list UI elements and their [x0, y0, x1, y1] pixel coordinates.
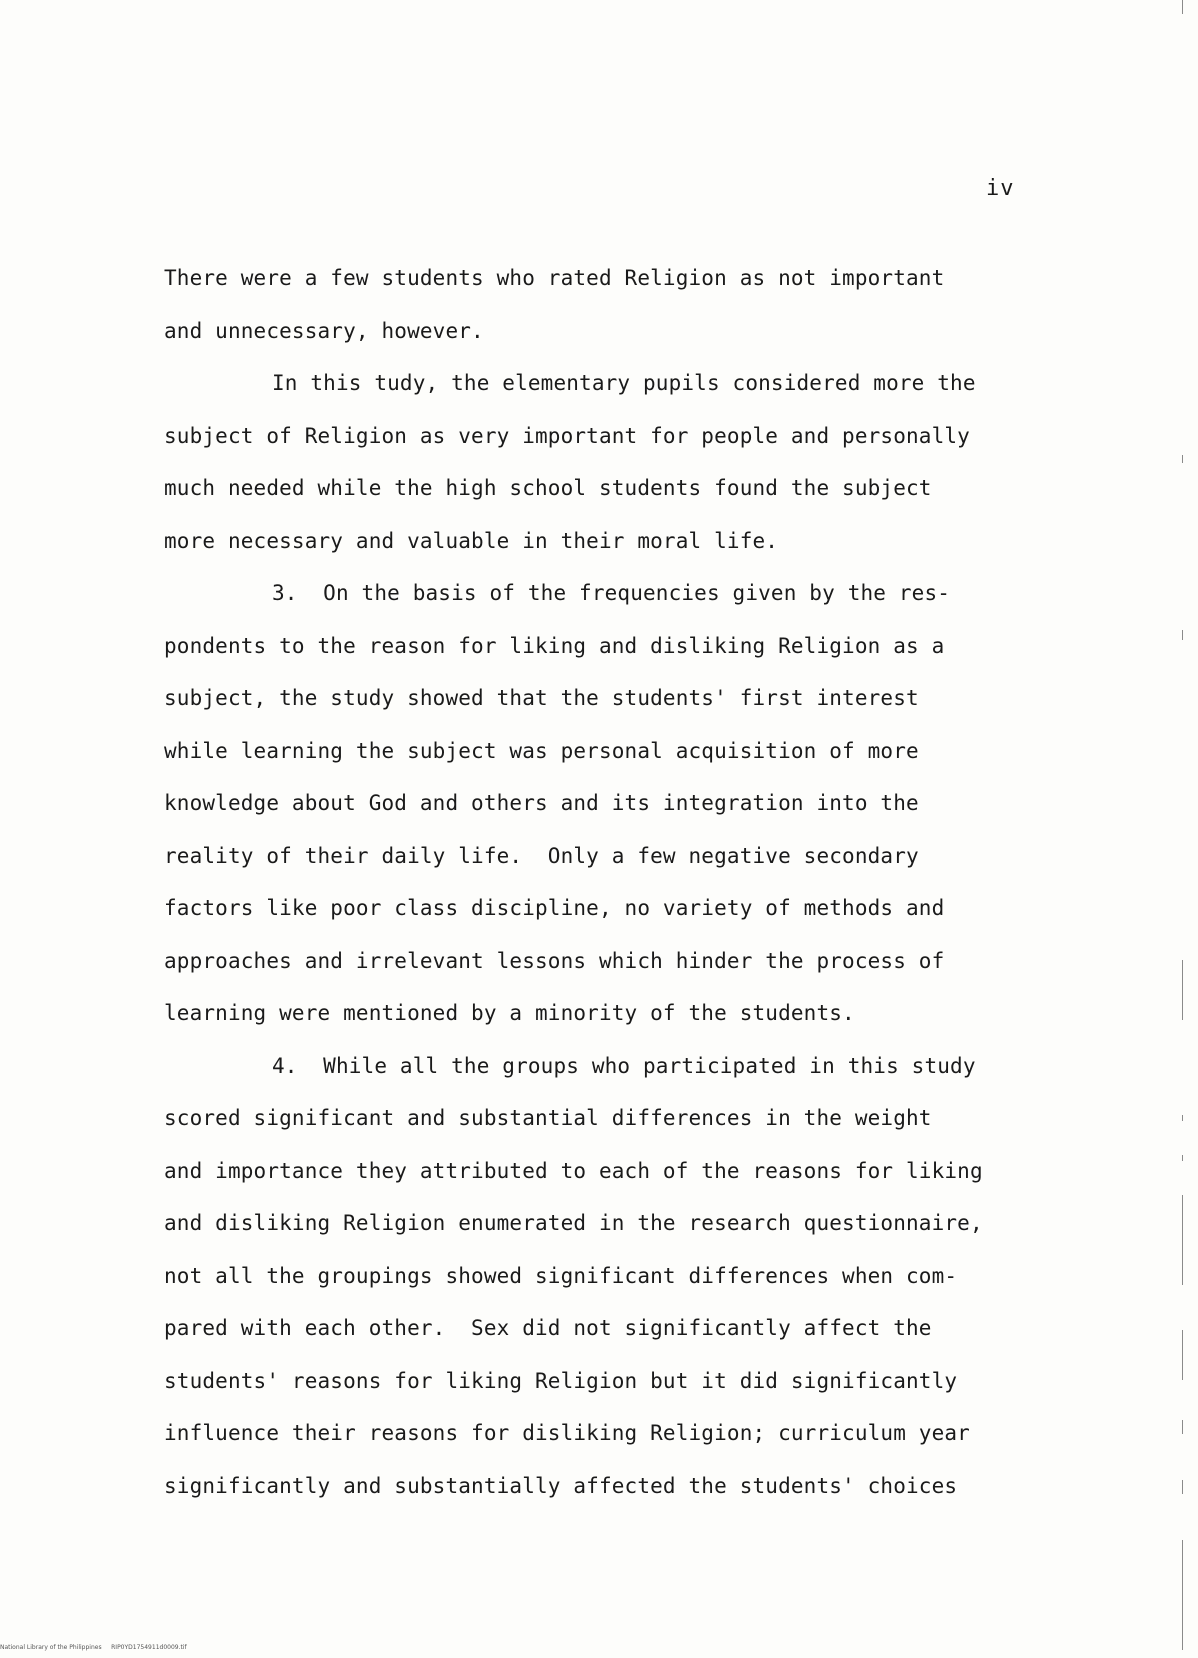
text-line: and importance they attributed to each of the reasons for liking: [164, 1158, 983, 1183]
text-line: much needed while the high school students found the subject: [164, 476, 932, 500]
text-line: There were a few students who rated Religion as not important: [164, 266, 945, 290]
text-line: students' reasons for liking Religion but it did significantly: [164, 1368, 958, 1393]
scan-footer: [0, 1644, 187, 1651]
text-line: reality of their daily life. Only a few negative secondary: [164, 843, 919, 868]
footer-library: National Library of the Philippines: [0, 1644, 102, 1651]
body-text: [164, 252, 1044, 1512]
text-line: 4. While all the groups who participated in this study: [272, 1053, 976, 1078]
text-line: learning were mentioned by a minority of the students.: [164, 1001, 855, 1025]
text-line: knowledge about God and others and its integration into the: [164, 791, 919, 815]
text-line: 3. On the basis of the frequencies given by the res-: [272, 581, 951, 605]
text-line: influence their reasons for disliking Religion; curriculum year: [164, 1421, 970, 1445]
text-line: In this tudy, the elementary pupils considered more the: [272, 371, 976, 395]
text-line: pondents to the reason for liking and disliking Religion as a: [164, 633, 945, 658]
text-line: pared with each other. Sex did not significantly affect the: [164, 1316, 932, 1340]
footer-file-id: RIP0YD1754911d0009.tif: [111, 1644, 187, 1651]
text-line: scored significant and substantial differences in the weight: [164, 1106, 932, 1130]
text-line: while learning the subject was personal acquisition of more: [164, 738, 919, 763]
text-line: significantly and substantially affected the students' choices: [164, 1473, 958, 1498]
text-line: and disliking Religion enumerated in the research questionnaire,: [164, 1211, 983, 1235]
text-line: subject, the study showed that the students' first interest: [164, 686, 919, 710]
page-number: iv: [986, 176, 1015, 201]
scan-edge-marks: [1182, 0, 1186, 1658]
text-line: approaches and irrelevant lessons which hinder the process of: [164, 948, 945, 973]
text-line: more necessary and valuable in their moral life.: [164, 528, 779, 553]
text-line: factors like poor class discipline, no variety of methods and: [164, 896, 945, 920]
text-line: and unnecessary, however.: [164, 318, 484, 343]
text-line: not all the groupings showed significant differences when com-: [164, 1263, 958, 1288]
text-line: subject of Religion as very important for people and personally: [164, 423, 970, 448]
